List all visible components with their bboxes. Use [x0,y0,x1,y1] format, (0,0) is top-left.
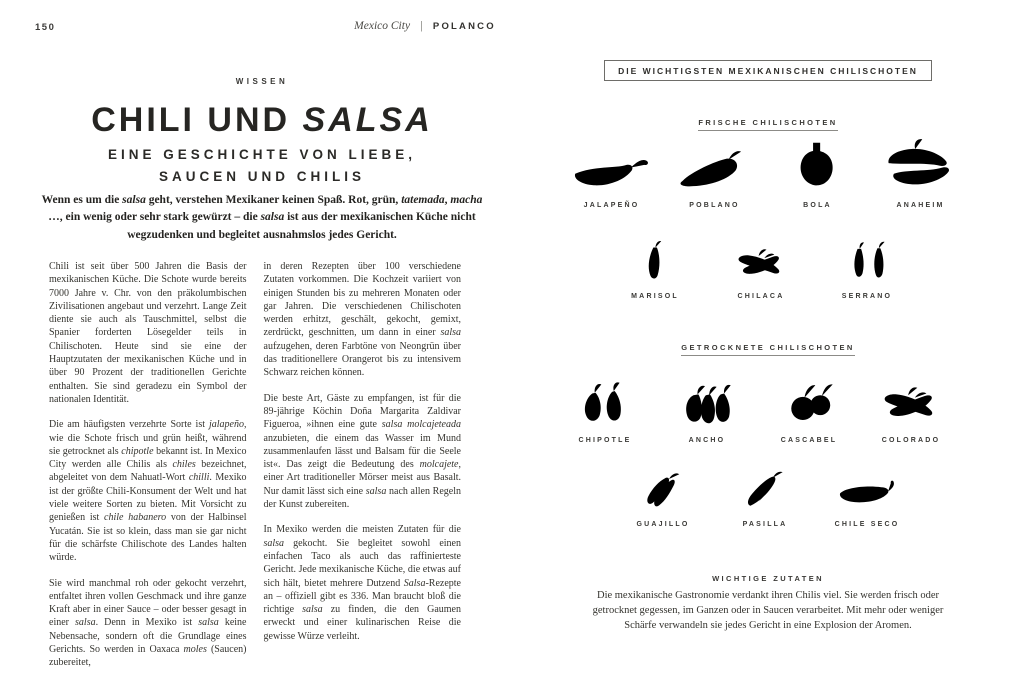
article-kicker: WISSEN [235,77,289,86]
chili-illustration-icon [833,466,902,514]
chili-illustration-icon [670,133,759,195]
dried-chilis-row-1 [554,372,962,444]
chili-illustration-icon [567,133,656,195]
chili-illustration-icon [620,236,691,286]
chili-label: PASILLA [742,521,788,528]
body-column-left [49,260,247,680]
paragraph: Die am häufigsten verzehrte Sorte ist jalapeño, wie die Schote frisch und grün heißt, während sie getrocknet als chipotle bekannt ist. In Mexico City werden alle Chilis als chiles bezeichnet, abgeleitet von dem Nahuatl-Wort chilli. Mexiko ist der größte Chili-Konsument der Welt und hat viele weitere Sorten zu bieten. Mit Vorsicht zu genießen ist chile habanero von der Halbinsel Yucatán. Sie ist so klein, dass man sie gar nicht für die schärfste Chilischote des Landes halten würde. [49,419,247,564]
article-subtitle [12,144,512,187]
page-number: 150 [35,22,56,33]
paragraph: in deren Rezepten über 100 verschiedene Zutaten vorkommen. Die Kochzeit variiert von einigen Stunden bis zu mehreren Monaten oder gar Jahren. Die verschiedenen Chilischoten werden erhitzt, geschält, gekocht, gemixt, zerdrückt, geschnitten, um dann in einer salsa aufzugehen, deren Farbtöne von Neongrün über das traditionellere Orangerot bis zu intensivem Schwarz reichen können. [263,261,461,379]
article-intro: Wenn es um die salsa geht, verstehen Mexikaner keinen Spaß. Rot, grün, tatemada, macha …, ein wenig oder sehr stark gewürzt – die salsa ist aus der mexikanischen Küche nicht wegzudenken und begleitet ausnahmslos jedes Gericht. [41,194,483,241]
chili-label: CASCABEL [780,437,838,444]
article-body [49,260,461,680]
paragraph: Chili ist seit über 500 Jahren die Basis der mexikanischen Küche. Die Schote wurde bereits 7000 Jahre v. Chr. von den präkolumbischen Zivilisationen angebaut und verzehrt. Lange Zeit diente sie auch als Tauschmittel, selbst die Spanier forderten Lösegelder teils in Chilischoten. Heute sind sie eine der Hauptzutaten der mexikanischen Küche und in über 90 Prozent der traditionellen Gerichte enthalten. Sie sind geradezu ein Symbol der nationalen Identität. [49,261,247,405]
article-subtitle-line1: EINE GESCHICHTE VON LIEBE, [107,147,417,162]
chili-item-cascabel [758,372,860,444]
chili-item-marisol [602,236,708,300]
fresh-chilis-row-2 [602,236,920,300]
chili-item-guajillo [612,466,714,528]
infographic-footer-caption: Die mexikanische Gastronomie verdankt ihren Chilis viel. Sie werden frisch oder getrocknet gegessen, im Ganzen oder in Saucen verarbeitet. Mit mehr oder weniger Schärfe verwandeln sie jedes Gericht in eine Explosion der Aromen. [592,590,944,631]
section-heading-fresh-wrap [520,112,1016,131]
chili-illustration-icon [832,236,903,286]
chili-label: MARISOL [631,293,679,300]
paragraph: Die beste Art, Gäste zu empfangen, ist für die 89-jährige Köchin Doña Margarita Zaldivar Figueroa, »ihnen eine gute salsa molcajeteada anzubieten, die einem das Wasser im Mund zusammenlaufen lässt und Balsam für die Seele ist«. Das zeigt die Bedeutung des molcajete, einer Art traditioneller Mörser meist aus Basalt. Nur damit lässt sich eine salsa nach allen Regeln der Kunst zubereiten. [263,392,461,511]
paragraph: In Mexiko werden die meisten Zutaten für die salsa gekocht. Sie begleitet sowohl einen einfachen Taco als auch das raffinierteste Gericht. Jede mexikanische Küche, die etwas auf sich hält, bietet mehrere Dutzend Salsa-Rezepte an – offiziell gibt es 336. Man braucht bloß die richtige salsa zu finden, die den Gaumen erweckt und einer kulinarischen Reise die gewisse Würze verleiht. [263,524,461,642]
chili-item-chilaca [708,236,814,300]
section-heading-fresh: FRISCHE CHILISCHOTEN [698,118,837,131]
chili-item-poblano [663,133,766,209]
dried-chilis-row-2 [612,466,918,528]
chili-label: CHILACA [737,293,785,300]
chili-illustration-icon [726,236,797,286]
section-heading-dried: GETROCKNETE CHILISCHOTEN [681,343,854,356]
section-heading-dried-wrap [520,337,1016,356]
chili-item-chile-seco [816,466,918,528]
chili-item-colorado [860,372,962,444]
chili-item-serrano [814,236,920,300]
running-head-divider: | [420,20,423,32]
chili-item-pasilla [714,466,816,528]
article-title [12,101,512,140]
paragraph: Sie wird manchmal roh oder gekocht verzehrt, entfaltet ihren vollen Geschmack und ihre ganze Kraft aber in einer Sauce – oder besser gesagt in einer salsa. Denn in Mexiko ist salsa keine Nebensache, sondern oft die Grundlage eines Gerichts. So werden in Oaxaca moles (Saucen) zubereitet, [49,577,247,669]
chili-illustration-icon [666,372,749,430]
chili-illustration-icon [768,372,851,430]
infographic-title: DIE WICHTIGSTEN MEXIKANISCHEN CHILISCHOTEN [604,60,932,81]
chili-label: GUAJILLO [636,521,690,528]
infographic-header [520,60,1016,81]
chili-item-jalapeño [560,133,663,209]
chili-label: ANAHEIM [896,202,945,209]
chili-illustration-icon [773,133,862,195]
running-head [300,20,550,32]
chili-item-bola [766,133,869,209]
chili-label: JALAPEÑO [583,202,640,209]
chili-label: CHIPOTLE [578,437,632,444]
chili-illustration-icon [876,133,965,195]
chili-illustration-icon [731,466,800,514]
chili-label: CHILE SECO [834,521,900,528]
chili-illustration-icon [564,372,647,430]
chili-illustration-icon [870,372,953,430]
chili-label: COLORADO [881,437,941,444]
article-title-italic: SALSA [302,101,433,139]
chili-item-ancho [656,372,758,444]
article-subtitle-line2: SAUCEN UND CHILIS [158,168,365,184]
article-title-regular: CHILI UND [91,101,303,139]
chili-label: POBLANO [689,202,740,209]
infographic-footer-heading: WICHTIGE ZUTATEN [712,574,824,583]
chili-label: SERRANO [841,293,893,300]
body-column-right [264,260,462,680]
running-head-district: POLANCO [432,21,496,32]
running-head-city: Mexico City [354,20,411,32]
chili-item-anaheim [869,133,972,209]
fresh-chilis-row-1 [560,133,972,209]
chili-item-chipotle [554,372,656,444]
chili-label: ANCHO [688,437,726,444]
chili-illustration-icon [629,466,698,514]
chili-label: BOLA [803,202,832,209]
